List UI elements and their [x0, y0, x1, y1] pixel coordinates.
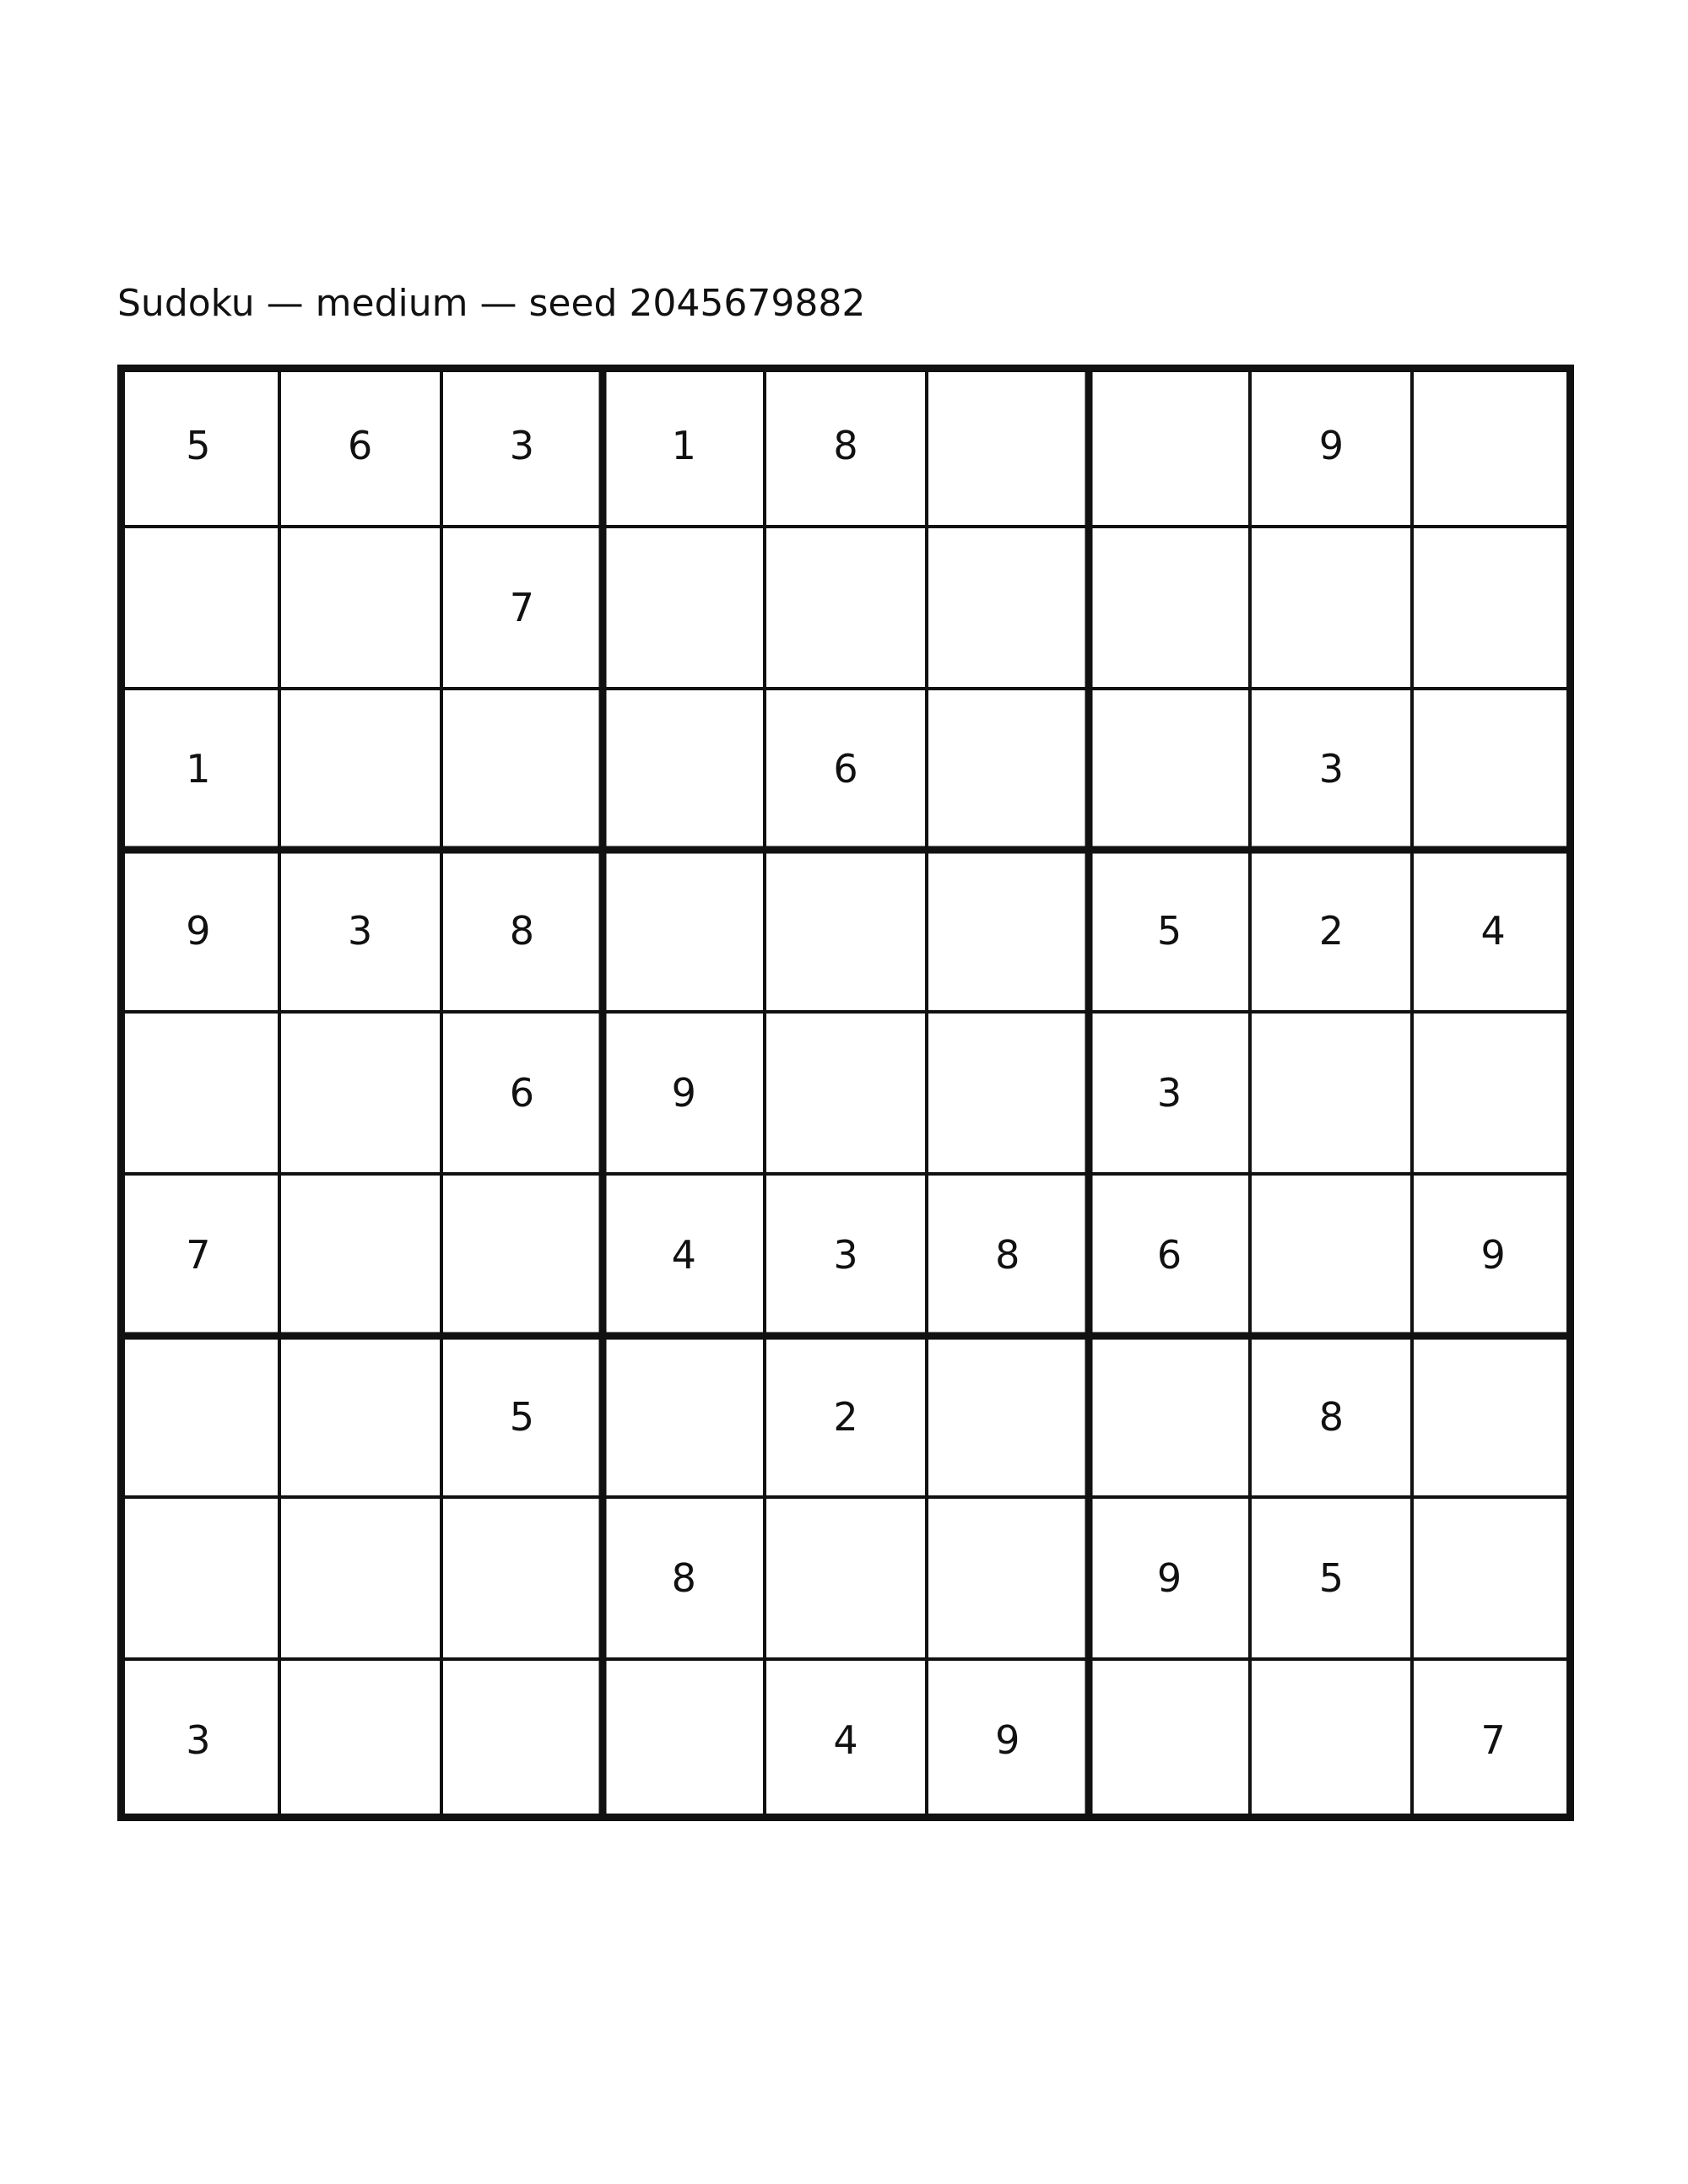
sudoku-cell-r4c6[interactable] — [927, 850, 1089, 1012]
sudoku-cell-r6c9[interactable]: 9 — [1480, 1231, 1506, 1278]
sudoku-cell-r8c7[interactable]: 9 — [1156, 1555, 1182, 1602]
sudoku-cell-r7c1[interactable] — [117, 1336, 279, 1498]
sudoku-cell-r9c5[interactable]: 4 — [833, 1717, 858, 1764]
sudoku-cell-r2c5[interactable] — [765, 527, 927, 689]
sudoku-cell-r5c3[interactable]: 6 — [509, 1069, 535, 1116]
sudoku-cell-r7c3[interactable]: 5 — [509, 1393, 535, 1440]
sudoku-cell-r7c4[interactable] — [603, 1336, 765, 1498]
sudoku-cell-r4c4[interactable] — [603, 850, 765, 1012]
sudoku-cell-r6c1[interactable]: 7 — [186, 1231, 211, 1278]
sudoku-cell-r1c8[interactable]: 9 — [1318, 422, 1344, 468]
sudoku-cell-r7c8[interactable]: 8 — [1318, 1393, 1344, 1440]
sudoku-cell-r5c2[interactable] — [279, 1012, 441, 1174]
sudoku-cell-r4c3[interactable]: 8 — [509, 908, 535, 954]
sudoku-cell-r3c7[interactable] — [1089, 689, 1251, 851]
sudoku-cell-r1c2[interactable]: 6 — [348, 422, 373, 468]
sudoku-cell-r9c4[interactable] — [603, 1659, 765, 1821]
sudoku-cell-r6c4[interactable]: 4 — [671, 1231, 696, 1278]
sudoku-cell-r8c3[interactable] — [441, 1497, 603, 1659]
sudoku-cell-r9c8[interactable] — [1250, 1659, 1412, 1821]
sudoku-cell-r7c9[interactable] — [1412, 1336, 1574, 1498]
sudoku-cell-r6c3[interactable] — [441, 1174, 603, 1336]
sudoku-cell-r8c5[interactable] — [765, 1497, 927, 1659]
sudoku-cell-r6c2[interactable] — [279, 1174, 441, 1336]
sudoku-cell-r8c6[interactable] — [927, 1497, 1089, 1659]
sudoku-cell-r8c8[interactable]: 5 — [1318, 1555, 1344, 1602]
sudoku-cell-r6c8[interactable] — [1250, 1174, 1412, 1336]
sudoku-cell-r9c9[interactable]: 7 — [1480, 1717, 1506, 1764]
sudoku-cell-r5c4[interactable]: 9 — [671, 1069, 696, 1116]
sudoku-cell-r5c5[interactable] — [765, 1012, 927, 1174]
sudoku-cell-r3c4[interactable] — [603, 689, 765, 851]
sudoku-cell-r1c9[interactable] — [1412, 365, 1574, 527]
sudoku-cell-r1c3[interactable]: 3 — [509, 422, 535, 468]
sudoku-cell-r3c8[interactable]: 3 — [1318, 746, 1344, 792]
sudoku-cell-r4c5[interactable] — [765, 850, 927, 1012]
sudoku-cell-r7c6[interactable] — [927, 1336, 1089, 1498]
sudoku-cell-r5c9[interactable] — [1412, 1012, 1574, 1174]
sudoku-cell-r9c2[interactable] — [279, 1659, 441, 1821]
puzzle-title: Sudoku — medium — seed 2045679882 — [117, 282, 866, 325]
sudoku-cell-r1c4[interactable]: 1 — [671, 422, 696, 468]
sudoku-cell-r6c5[interactable]: 3 — [833, 1231, 858, 1278]
sudoku-cell-r5c7[interactable]: 3 — [1156, 1069, 1182, 1116]
sudoku-cell-r2c7[interactable] — [1089, 527, 1251, 689]
sudoku-cell-r2c2[interactable] — [279, 527, 441, 689]
sudoku-cell-r2c8[interactable] — [1250, 527, 1412, 689]
sudoku-cell-r1c1[interactable]: 5 — [186, 422, 211, 468]
sudoku-cell-r3c5[interactable]: 6 — [833, 746, 858, 792]
sudoku-cell-r2c3[interactable]: 7 — [509, 584, 535, 630]
sudoku-cell-r4c2[interactable]: 3 — [348, 908, 373, 954]
sudoku-cell-r8c1[interactable] — [117, 1497, 279, 1659]
sudoku-cell-r7c2[interactable] — [279, 1336, 441, 1498]
sudoku-cell-r3c9[interactable] — [1412, 689, 1574, 851]
sudoku-cell-r9c6[interactable]: 9 — [995, 1717, 1020, 1764]
sudoku-cell-r8c4[interactable]: 8 — [671, 1555, 696, 1602]
sudoku-cell-r7c5[interactable]: 2 — [833, 1393, 858, 1440]
sudoku-cell-r3c3[interactable] — [441, 689, 603, 851]
sudoku-cell-r6c7[interactable]: 6 — [1156, 1231, 1182, 1278]
sudoku-cell-r5c6[interactable] — [927, 1012, 1089, 1174]
sudoku-cell-r2c1[interactable] — [117, 527, 279, 689]
sudoku-cell-r8c2[interactable] — [279, 1497, 441, 1659]
sudoku-cell-r4c1[interactable]: 9 — [186, 908, 211, 954]
sudoku-cell-r2c9[interactable] — [1412, 527, 1574, 689]
sudoku-cell-r7c7[interactable] — [1089, 1336, 1251, 1498]
sudoku-cell-r4c8[interactable]: 2 — [1318, 908, 1344, 954]
sudoku-cell-r9c1[interactable]: 3 — [186, 1717, 211, 1764]
sudoku-cell-r6c6[interactable]: 8 — [995, 1231, 1020, 1278]
sudoku-cell-r4c9[interactable]: 4 — [1480, 908, 1506, 954]
sudoku-cell-r5c8[interactable] — [1250, 1012, 1412, 1174]
sudoku-cell-r1c5[interactable]: 8 — [833, 422, 858, 468]
sudoku-cell-r4c7[interactable]: 5 — [1156, 908, 1182, 954]
sudoku-cell-r9c7[interactable] — [1089, 1659, 1251, 1821]
sudoku-cell-r1c7[interactable] — [1089, 365, 1251, 527]
sudoku-cell-r3c2[interactable] — [279, 689, 441, 851]
sudoku-cell-r2c6[interactable] — [927, 527, 1089, 689]
sudoku-cell-r3c6[interactable] — [927, 689, 1089, 851]
sudoku-cell-r9c3[interactable] — [441, 1659, 603, 1821]
sudoku-cell-r8c9[interactable] — [1412, 1497, 1574, 1659]
sudoku-cell-r5c1[interactable] — [117, 1012, 279, 1174]
sudoku-cell-r1c6[interactable] — [927, 365, 1089, 527]
sudoku-board — [117, 365, 1574, 1821]
sudoku-cells — [117, 365, 1574, 1821]
sudoku-cell-r2c4[interactable] — [603, 527, 765, 689]
sudoku-cell-r3c1[interactable]: 1 — [186, 746, 211, 792]
